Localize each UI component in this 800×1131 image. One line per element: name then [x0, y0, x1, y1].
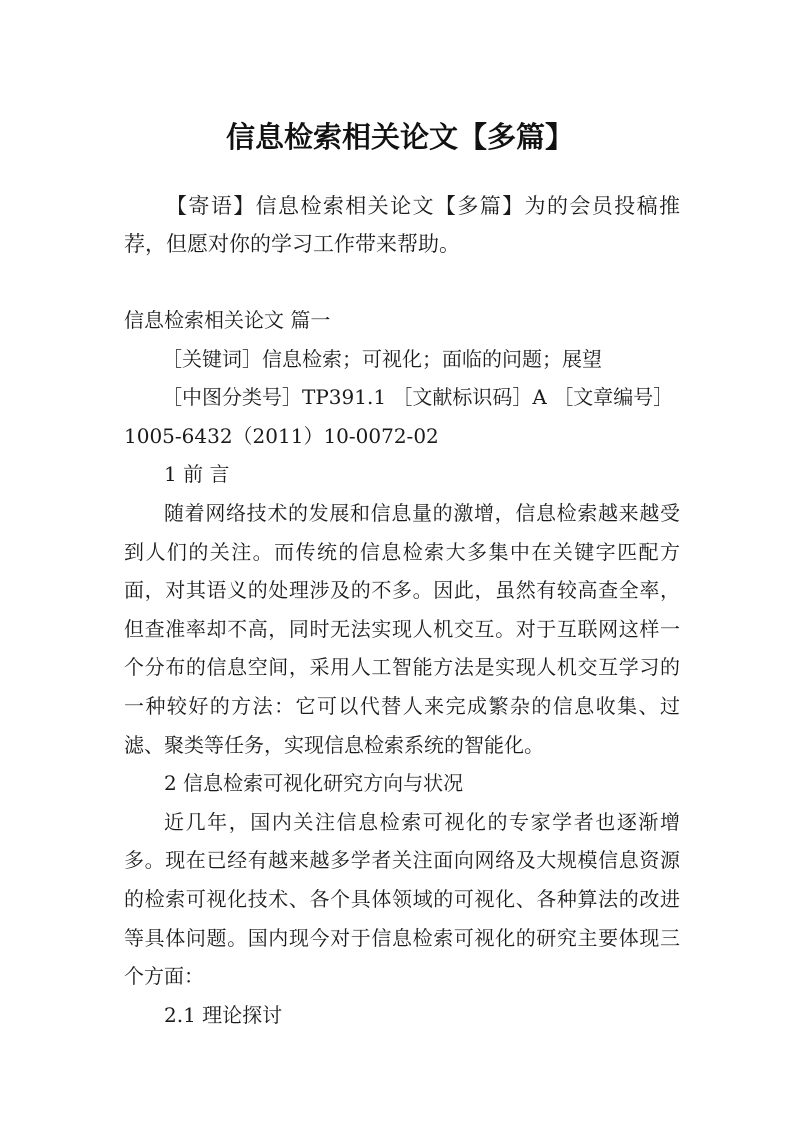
- intro-paragraph: 【寄语】信息检索相关论文【多篇】为的会员投稿推荐，但愿对你的学习工作带来帮助。: [124, 194, 680, 256]
- heading-research-status: 2 信息检索可视化研究方向与状况: [164, 771, 464, 796]
- paragraph-research-status: 近几年，国内关注信息检索可视化的专家学者也逐渐增多。现在已经有越来越多学者关注面向网络及大规模信息资源的检索可视化技术、各个具体领域的可视化、各种算法的改进等具体问题。国内现今对于信息检索可视化的研究主要体现三个方面：: [124, 809, 680, 989]
- article-body: [124, 301, 680, 1034]
- heading-preface: 1 前 言: [164, 462, 230, 487]
- document-title: 信息检索相关论文【多篇】: [225, 120, 574, 155]
- section-title: 信息检索相关论文 篇一: [124, 308, 331, 332]
- classification-line: ［中图分类号］TP391.1 ［文献标识码］A ［文章编号］: [162, 385, 674, 410]
- heading-theory: 2.1 理论探讨: [164, 1002, 283, 1027]
- keywords-line: ［关键词］信息检索；可视化；面临的问题；展望: [162, 346, 602, 371]
- article-number: 1005-6432（2011）10-0072-02: [124, 423, 439, 448]
- paragraph-preface: 随着网络技术的发展和信息量的激增，信息检索越来越受到人们的关注。而传统的信息检索大多集中在关键字匹配方面，对其语义的处理涉及的不多。因此，虽然有较高查全率，但查准率却不高，同时无法实现人机交互。对于互联网这样一个分布的信息空间，采用人工智能方法是实现人机交互学习的一种较好的方法：它可以代替人来完成繁杂的信息收集、过滤、聚类等任务，实现信息检索系统的智能化。: [124, 500, 680, 757]
